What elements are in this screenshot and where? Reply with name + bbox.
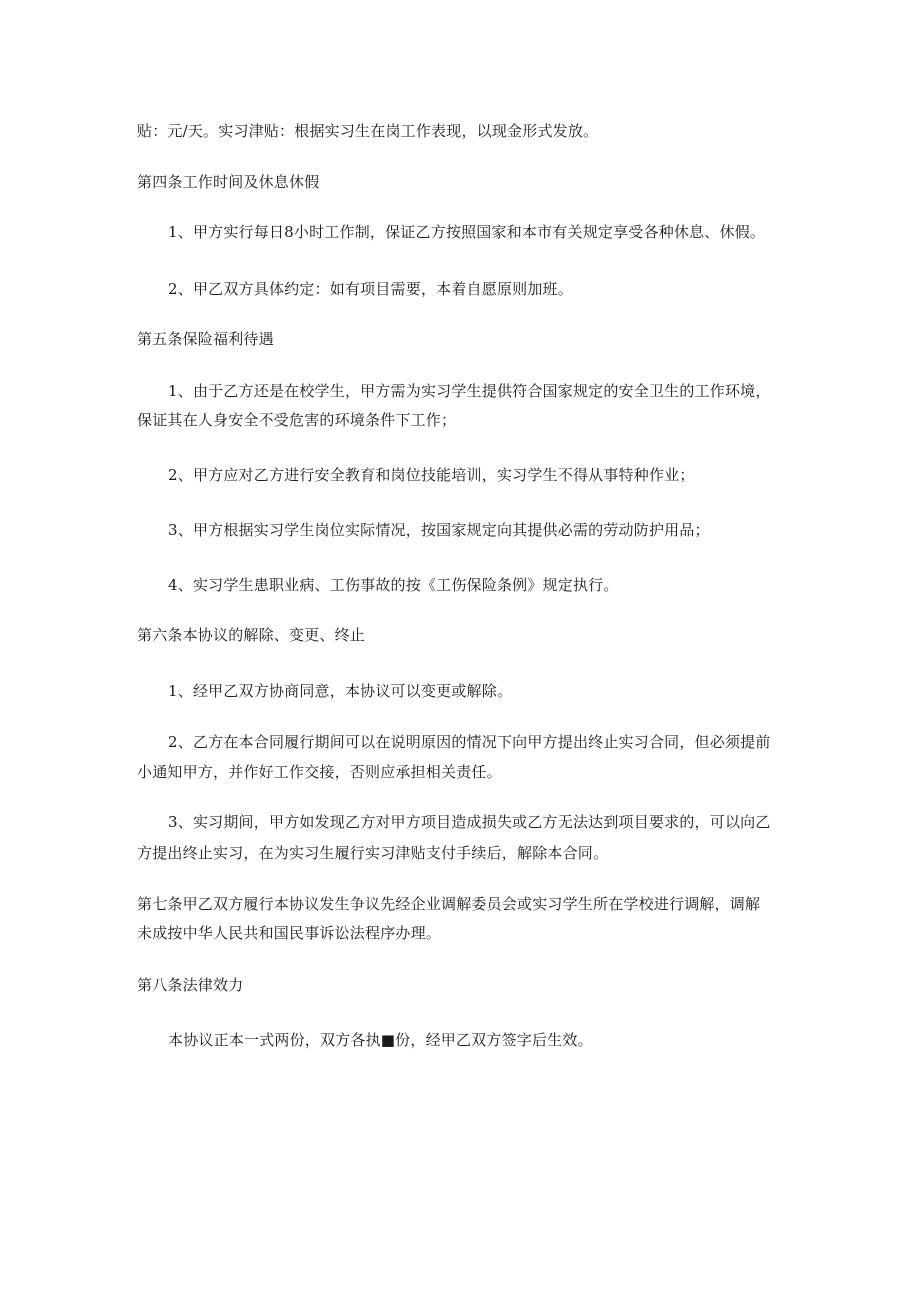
text-line: 1、经甲乙双方协商同意，本协议可以变更或解除。 bbox=[168, 682, 513, 700]
text-line: 3、甲方根据实习学生岗位实际情况，按国家规定向其提供必需的劳动防护用品； bbox=[168, 521, 710, 539]
text-line: 贴：元/天。实习津贴：根据实习生在岗工作表现，以现金形式发放。 bbox=[137, 122, 599, 140]
text-line: 保证其在人身安全不受危害的环境条件下工作； bbox=[137, 411, 457, 429]
text-line: 2、乙方在本合同履行期间可以在说明原因的情况下向甲方提出终止实习合同，但必须提前 bbox=[168, 733, 771, 751]
text-line: 方提出终止实习，在为实习生履行实习津贴支付手续后，解除本合同。 bbox=[137, 844, 609, 862]
section-heading: 第四条工作时间及休息休假 bbox=[137, 173, 320, 191]
text-line: 3、实习期间，甲方如发现乙方对甲方项目造成损失或乙方无法达到项目要求的，可以向乙 bbox=[168, 813, 771, 831]
text-line: 1、由于乙方还是在校学生，甲方需为实习学生提供符合国家规定的安全卫生的工作环境， bbox=[168, 382, 771, 400]
section-heading: 第六条本协议的解除、变更、终止 bbox=[137, 626, 366, 644]
section-heading: 第五条保险福利待遇 bbox=[137, 330, 274, 348]
text-line: 本协议正本一式两份，双方各执■份，经甲乙双方签字后生效。 bbox=[168, 1031, 593, 1049]
text-line: 小通知甲方，并作好工作交接，否则应承担相关责任。 bbox=[137, 763, 502, 781]
section-heading: 第八条法律效力 bbox=[137, 976, 244, 994]
text-line: 未成按中华人民共和国民事诉讼法程序办理。 bbox=[137, 924, 442, 942]
text-line: 4、实习学生患职业病、工伤事故的按《工伤保险条例》规定执行。 bbox=[168, 576, 619, 594]
text-line: 1、甲方实行每日8小时工作制，保证乙方按照国家和本市有关规定享受各种休息、休假。 bbox=[168, 223, 766, 241]
text-line: 2、甲方应对乙方进行安全教育和岗位技能培训，实习学生不得从事特种作业； bbox=[168, 466, 695, 484]
text-line: 2、甲乙双方具体约定：如有项目需要，本着自愿原则加班。 bbox=[168, 280, 573, 298]
text-line: 第七条甲乙双方履行本协议发生争议先经企业调解委员会或实习学生所在学校进行调解，调解 bbox=[137, 895, 761, 913]
